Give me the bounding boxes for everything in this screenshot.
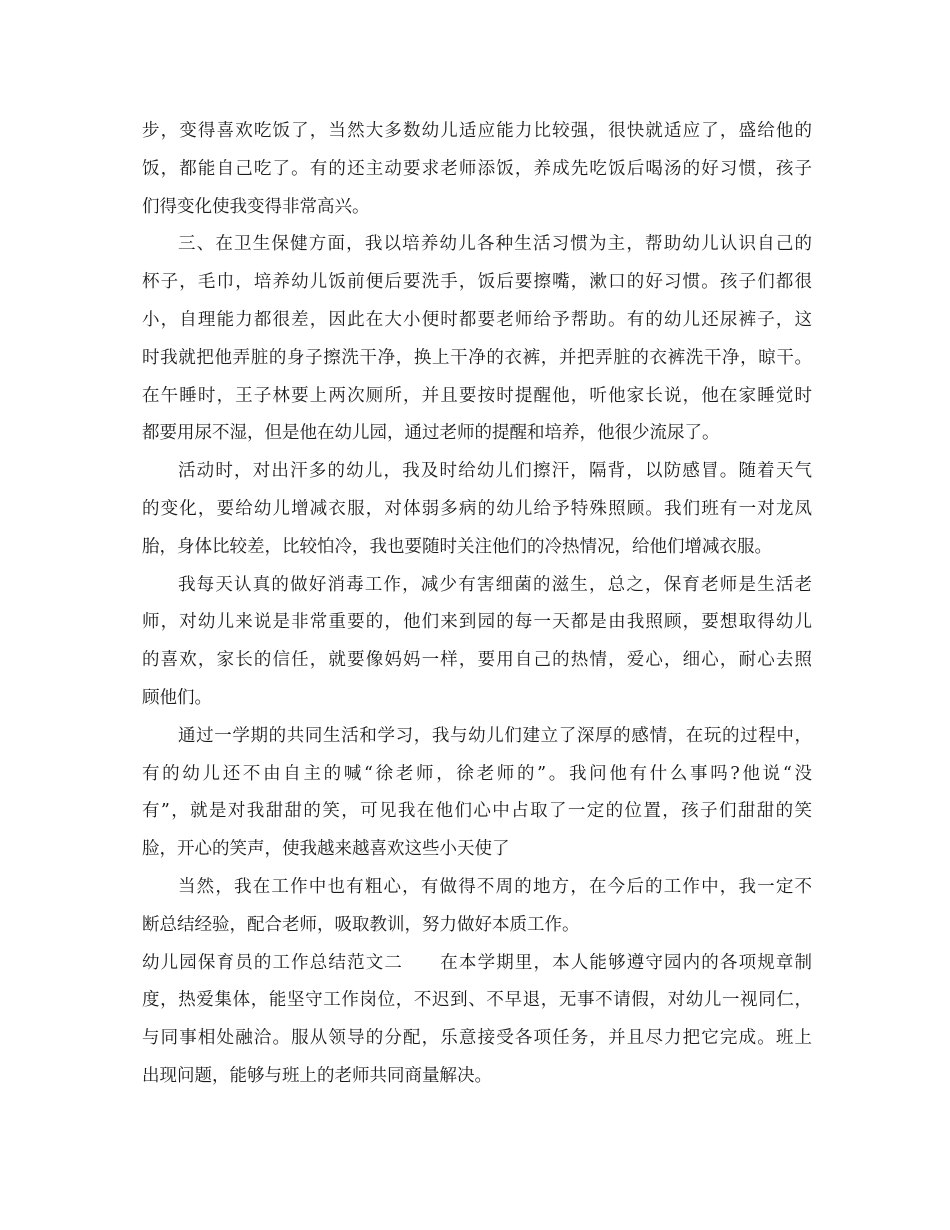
text-line: 有的幼儿还不由自主的喊“徐老师，徐老师的”。我问他有什么事吗?他说“没 xyxy=(142,763,812,784)
text-line: 通过一学期的共同生活和学习，我与幼儿们建立了深厚的感情，在玩的过程中， xyxy=(178,725,812,746)
text-line: 胎，身体比较差，比较怕冷，我也要随时关注他们的冷热情况，给他们增减衣服。 xyxy=(142,536,772,557)
text-line: 步，变得喜欢吃饭了，当然大多数幼儿适应能力比较强，很快就适应了，盛给他的 xyxy=(142,121,812,141)
text-line: 的变化，要给幼儿增减衣服，对体弱多病的幼儿给予特殊照顾。我们班有一对龙凤 xyxy=(142,498,812,519)
text-line: 的喜欢，家长的信任，就要像妈妈一样，要用自己的热情，爱心，细心，耐心去照 xyxy=(142,650,812,671)
text-line: 度，热爱集体，能坚守工作岗位，不迟到、不早退，无事不请假，对幼儿一视同仁， xyxy=(142,990,812,1011)
text-line: 在午睡时，王子林要上两次厕所，并且要按时提醒他，听他家长说，他在家睡觉时 xyxy=(142,385,812,406)
text-line: 断总结经验，配合老师，吸取教训，努力做好本质工作。 xyxy=(142,914,580,935)
text-line: 脸，开心的笑声，使我越来越喜欢这些小天使了 xyxy=(142,839,510,860)
text-line: 活动时，对出汗多的幼儿，我及时给幼儿们擦汗，隔背，以防感冒。随着天气 xyxy=(178,461,812,482)
text-line: 时我就把他弄脏的身子擦洗干净，换上干净的衣裤，并把弄脏的衣裤洗干净，晾干。 xyxy=(142,347,812,368)
text-line: 我每天认真的做好消毒工作，减少有害细菌的滋生，总之，保育老师是生活老 xyxy=(178,574,812,595)
text-line: 三、在卫生保健方面，我以培养幼儿各种生活习惯为主，帮助幼儿认识自己的 xyxy=(178,234,812,255)
text-line: 出现问题，能够与班上的老师共同商量解决。 xyxy=(142,1065,492,1086)
text-line: 与同事相处融洽。服从领导的分配，乐意接受各项任务，并且尽力把它完成。班上 xyxy=(142,1028,812,1049)
text-line: 师，对幼儿来说是非常重要的，他们来到园的每一天都是由我照顾，要想取得幼儿 xyxy=(142,612,812,633)
document-body xyxy=(142,113,812,1096)
text-line: 饭，都能自己吃了。有的还主动要求老师添饭，养成先吃饭后喝汤的好习惯，孩子 xyxy=(142,158,812,179)
text-line: 有”，就是对我甜甜的笑，可见我在他们心中占取了一定的位置，孩子们甜甜的笑 xyxy=(142,801,812,822)
text-line: 当然，我在工作中也有粗心，有做得不周的地方，在今后的工作中，我一定不 xyxy=(178,876,812,897)
text-line: 都要用尿不湿，但是他在幼儿园，通过老师的提醒和培养，他很少流尿了。 xyxy=(142,423,720,444)
text-line: 顾他们。 xyxy=(142,687,212,708)
text-line: 幼儿园保育员的工作总结范文二 在本学期里，本人能够遵守园内的各项规章制 xyxy=(142,952,812,973)
text-line: 杯子，毛巾，培养幼儿饭前便后要洗手，饭后要擦嘴，漱口的好习惯。孩子们都很 xyxy=(142,272,812,293)
text-line: 小，自理能力都很差，因此在大小便时都要老师给予帮助。有的幼儿还尿裤子，这 xyxy=(142,309,812,330)
text-line: 们得变化使我变得非常高兴。 xyxy=(142,196,370,217)
